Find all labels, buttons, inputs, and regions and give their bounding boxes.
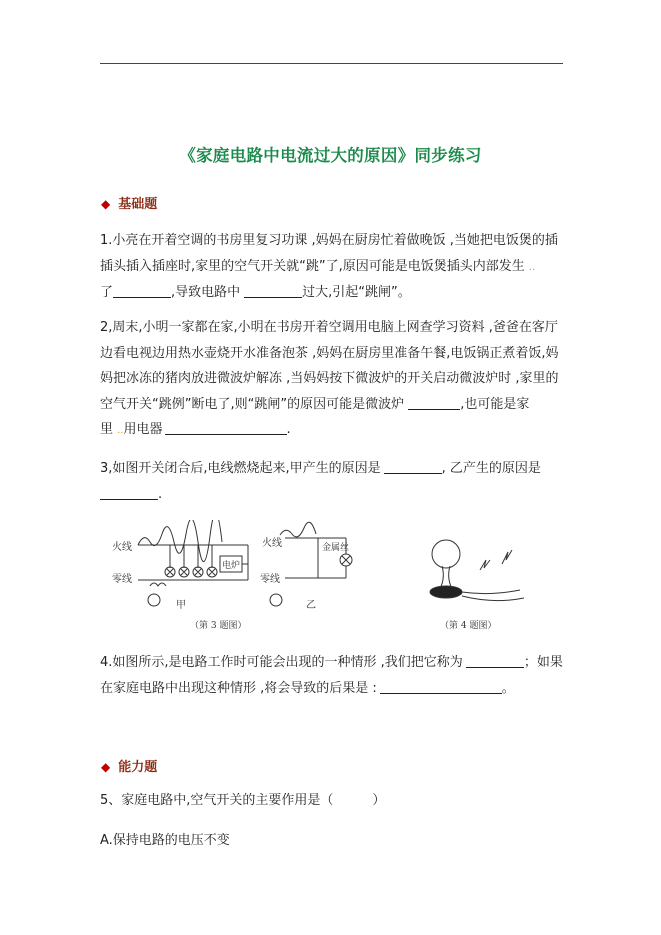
blank-dots: .. (117, 425, 124, 436)
q1-line-1: 1.小亮在开着空调的书房里复习功课 ,妈妈在厨房忙着做晚饭 ,当她把电饭煲的插 (100, 233, 558, 248)
fig-label-huoxian-2: 火线 (262, 538, 282, 549)
figure-3-jia (112, 520, 248, 611)
section-ability (101, 756, 157, 775)
q4-line-2 (100, 676, 562, 702)
q2-line-1: 2,周末,小明一家都在家,小明在书房开着空调用电脑上网查学习资料 ,爸爸在客厅 (100, 320, 558, 335)
fig-label-huoxian-1: 火线 (112, 542, 132, 553)
fig-label-jia: 甲 (176, 600, 186, 611)
q4-blank-2[interactable] (380, 679, 502, 694)
section-ability-label: 能力题 (118, 760, 158, 775)
outlet-icon (270, 594, 282, 606)
question-4 (100, 650, 562, 701)
diamond-icon: ◆ (101, 760, 111, 774)
q2-blank-2[interactable] (165, 420, 287, 435)
q4-text-d: 。 (501, 680, 515, 696)
q3-line-1 (100, 456, 562, 482)
q5-stem: 5、家庭电路中,空气开关的主要作用是（ ） (100, 793, 386, 808)
cable-icon (462, 590, 524, 601)
q1-line-2 (100, 254, 562, 281)
q1-text-a: 了 (100, 285, 114, 300)
fig-label-lingxian-2: 零线 (260, 574, 280, 585)
q3-line-2 (100, 482, 562, 508)
bulb-base-icon (430, 586, 462, 598)
q2-text-a: 空气开关“跳例”断电了,则“跳闸”的原因可能是微波炉 (100, 396, 405, 412)
fig-label-yi: 乙 (306, 600, 316, 611)
question-5-options (100, 828, 562, 854)
flame-wire-icon (280, 522, 316, 537)
q2-text-d: 用电器 (123, 422, 163, 437)
fig-label-lingxian-1: 零线 (112, 574, 132, 585)
q1-line-2-text: 插头插入插座时,家里的空气开关就“跳”了,原因可能是电饭煲插头内部发生 (100, 258, 525, 274)
q2-text-e: . (286, 422, 291, 437)
q4-text-b: ；如果 (523, 655, 563, 670)
blank-dots: .. (528, 261, 536, 273)
fig-label-jinshusi: 金属丝 (322, 543, 350, 553)
bulb-icon (432, 540, 460, 568)
flame-neutral-icon (150, 583, 166, 586)
q3-blank-2[interactable] (100, 485, 158, 500)
q3-text-c: . (158, 486, 163, 502)
flame-wire-icon (138, 520, 222, 562)
q2-line-4 (100, 392, 562, 418)
header-rule (100, 63, 563, 64)
caption-fig-4: （第 4 题图） (440, 621, 497, 631)
q2-text-b: ,也可能是家 (460, 396, 530, 412)
q3-blank-1[interactable] (384, 459, 442, 474)
question-1 (100, 228, 562, 306)
q4-text-a: 4.如图所示,是电路工作时可能会出现的一种情形 ,我们把它称为 (100, 655, 463, 670)
q3-text-a: 3,如图开关闭合后,电线燃烧起来,甲产生的原因是 (100, 461, 381, 476)
q1-line-3 (100, 280, 562, 306)
q3-text-b: , 乙产生的原因是 (441, 461, 541, 476)
page-title: 《家庭电路中电流过大的原因》同步练习 (179, 146, 482, 165)
q2-line-3: 妈把冰冻的猪肉放进微波炉解冻 ,当妈妈按下微波炉的开关启动微波炉时 ,家里的 (100, 371, 559, 386)
q1-text-b: ,导致电路中 (171, 285, 241, 300)
q4-line-1 (100, 650, 562, 676)
section-basic-label: 基础题 (118, 197, 158, 212)
q1-blank-1[interactable] (113, 283, 171, 298)
section-basic (101, 193, 157, 212)
lamp-cross (342, 556, 350, 564)
outlet-icon (148, 594, 160, 606)
q1-blank-2[interactable] (244, 283, 302, 298)
q4-text-c: 在家庭电路中出现这种情形 ,将会导致的后果是 : (100, 680, 377, 696)
circuit-figure (110, 520, 550, 640)
question-2 (100, 315, 562, 444)
spark-icon (502, 550, 512, 564)
q2-line-2: 边看电视边用热水壶烧开水准备泡茶 ,妈妈在厨房里准备午餐,电饭锅正煮着饭,妈 (100, 345, 559, 361)
q2-text-c: 里 (100, 422, 114, 437)
question-3 (100, 456, 562, 507)
diamond-icon: ◆ (101, 197, 111, 211)
question-5 (100, 788, 562, 814)
q2-blank-1[interactable] (408, 395, 460, 410)
figure-3-yi (260, 522, 352, 611)
q1-text-c: 过大,引起“跳闸”。 (302, 285, 411, 300)
q5-option-a[interactable]: A.保持电路的电压不变 (100, 833, 230, 848)
fig-label-dianlu: 电炉 (222, 561, 241, 571)
q2-line-5 (100, 417, 562, 444)
q4-blank-1[interactable] (466, 653, 524, 668)
spark-icon (480, 560, 490, 570)
figure-4 (430, 540, 524, 601)
caption-fig-3: （第 3 题图） (190, 621, 247, 631)
